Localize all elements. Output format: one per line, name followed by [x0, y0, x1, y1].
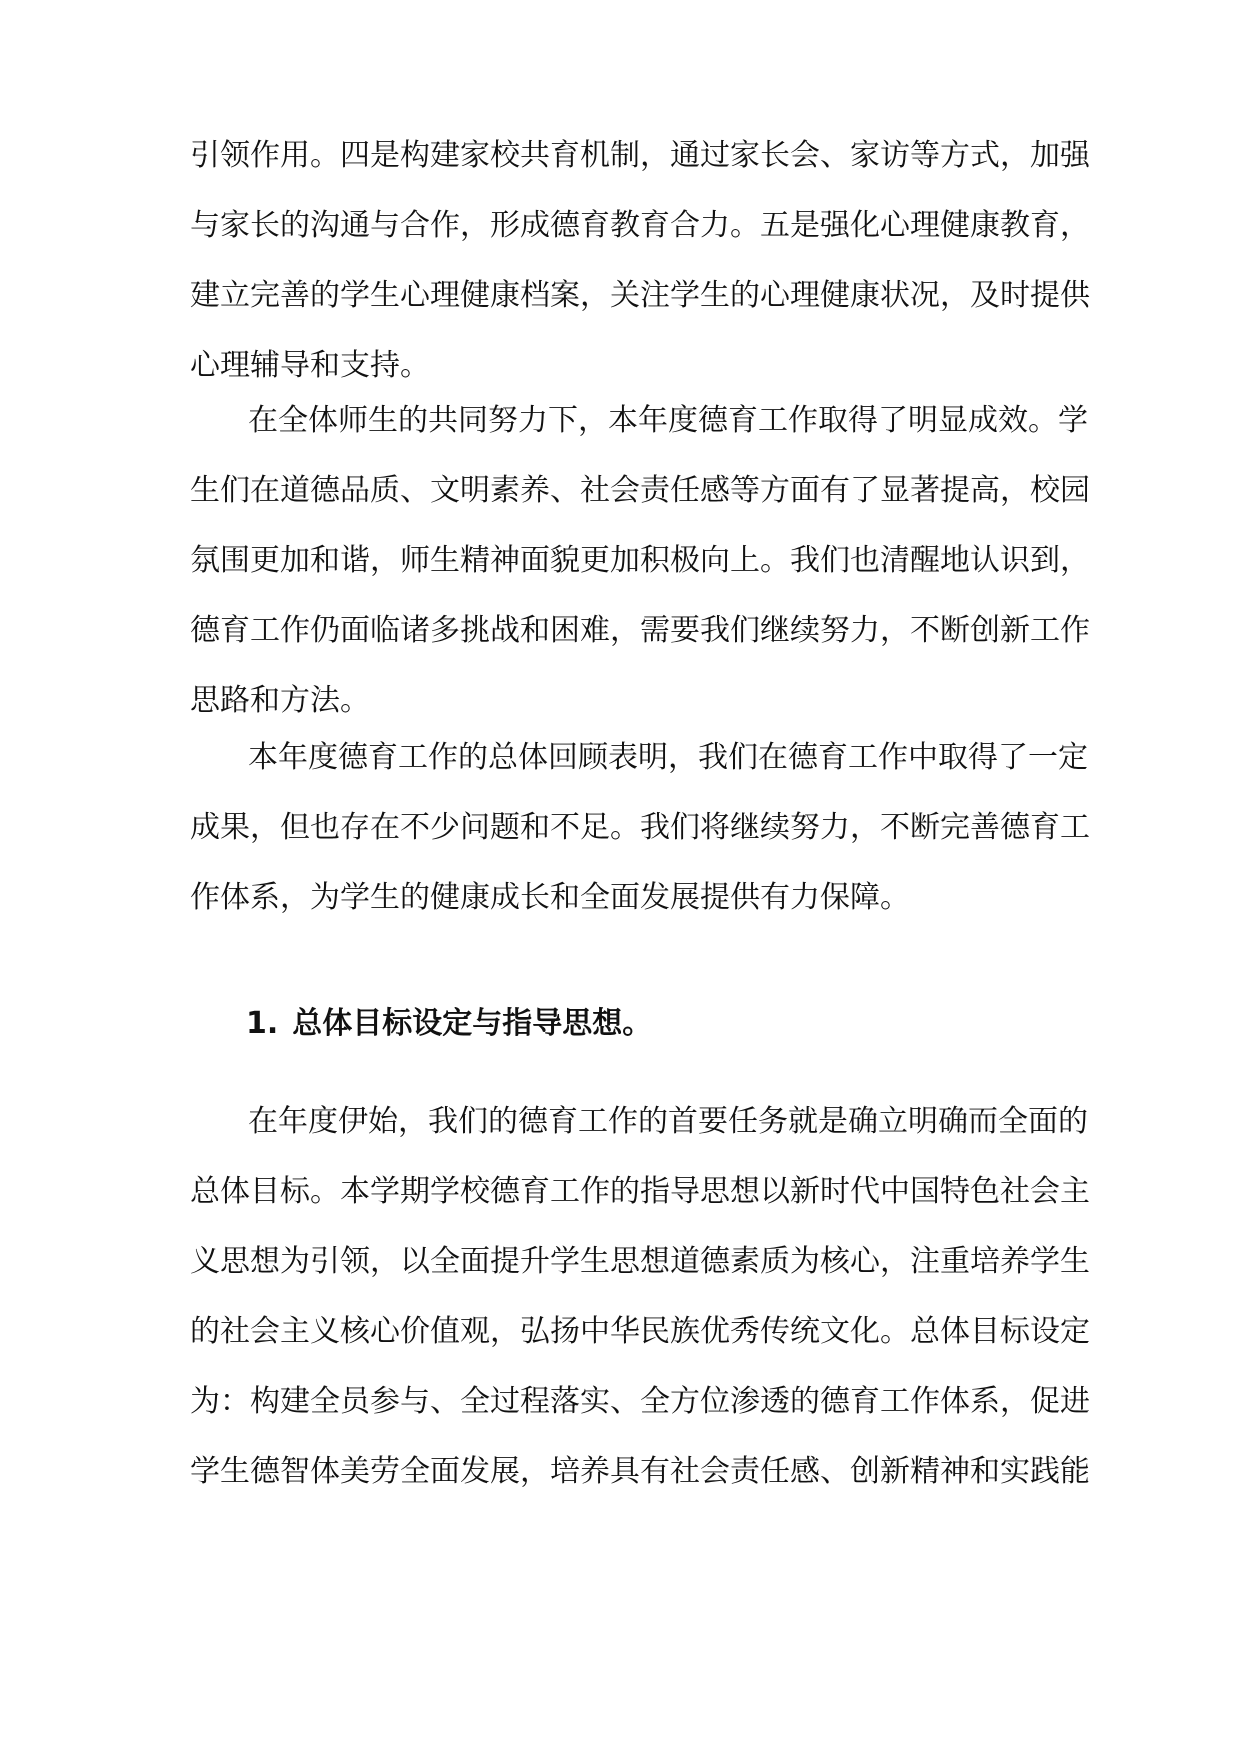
- paragraph-2: [190, 386, 1090, 736]
- paragraph-line: 氛围更加和谐，师生精神面貌更加积极向上。我们也清醒地认识到，: [190, 543, 1090, 578]
- section-title: 总体目标设定与指导思想。: [292, 1006, 653, 1041]
- section-heading: [246, 989, 652, 1059]
- paragraph-1: [190, 121, 1090, 401]
- paragraph-line: 学生德智体美劳全面发展，培养具有社会责任感、创新精神和实践能: [190, 1454, 1090, 1489]
- paragraph-line: 建立完善的学生心理健康档案，关注学生的心理健康状况，及时提供: [190, 278, 1090, 313]
- paragraph-line: 德育工作仍面临诸多挑战和困难，需要我们继续努力，不断创新工作: [190, 613, 1090, 648]
- paragraph-line: 成果，但也存在不少问题和不足。我们将继续努力，不断完善德育工: [190, 810, 1090, 845]
- paragraph-line: 心理辅导和支持。: [190, 348, 430, 383]
- paragraph-line: 引领作用。四是构建家校共育机制，通过家长会、家访等方式，加强: [190, 138, 1090, 173]
- paragraph-line: 的社会主义核心价值观，弘扬中华民族优秀传统文化。总体目标设定: [190, 1314, 1090, 1349]
- paragraph-line: 生们在道德品质、文明素养、社会责任感等方面有了显著提高，校园: [190, 473, 1090, 508]
- paragraph-4: [190, 1087, 1090, 1507]
- paragraph-line: 本年度德育工作的总体回顾表明，我们在德育工作中取得了一定: [248, 740, 1088, 775]
- paragraph-line: 思路和方法。: [190, 683, 370, 718]
- paragraph-line: 义思想为引领，以全面提升学生思想道德素质为核心，注重培养学生: [190, 1244, 1090, 1279]
- paragraph-3: [190, 723, 1090, 933]
- paragraph-line: 为：构建全员参与、全过程落实、全方位渗透的德育工作体系，促进: [190, 1384, 1090, 1419]
- paragraph-line: 在年度伊始，我们的德育工作的首要任务就是确立明确而全面的: [248, 1104, 1088, 1139]
- paragraph-line: 作体系，为学生的健康成长和全面发展提供有力保障。: [190, 880, 910, 915]
- section-number: 1.: [246, 1006, 279, 1041]
- paragraph-line: 在全体师生的共同努力下，本年度德育工作取得了明显成效。学: [248, 403, 1088, 438]
- paragraph-line: 总体目标。本学期学校德育工作的指导思想以新时代中国特色社会主: [190, 1174, 1090, 1209]
- paragraph-line: 与家长的沟通与合作，形成德育教育合力。五是强化心理健康教育，: [190, 208, 1090, 243]
